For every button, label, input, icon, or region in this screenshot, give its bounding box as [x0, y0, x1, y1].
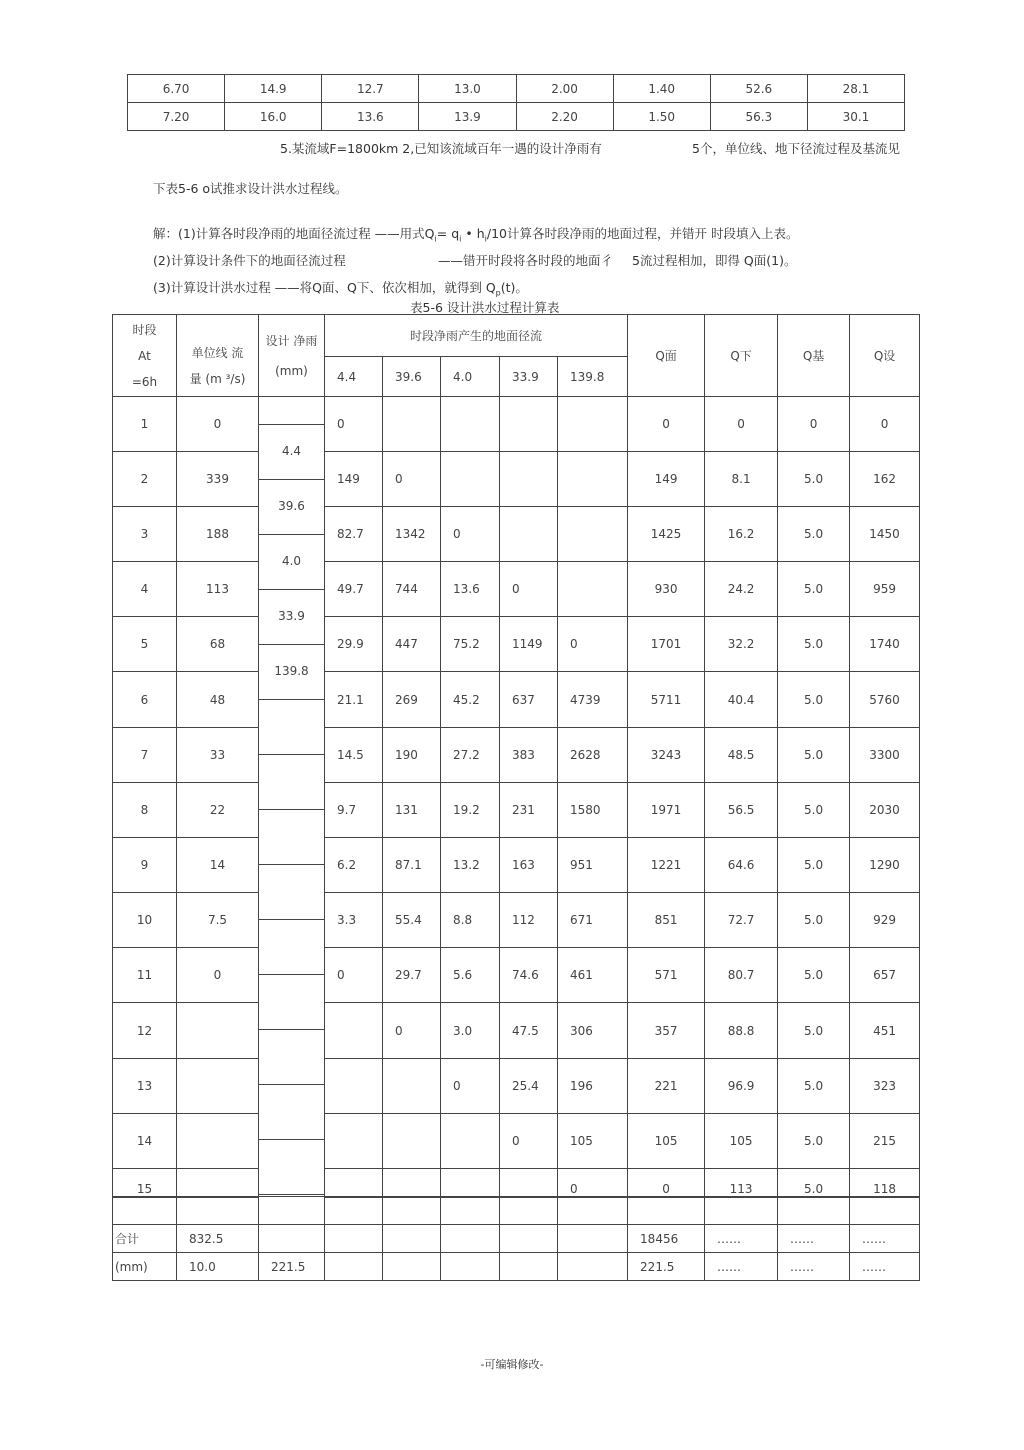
- blank-cell: [441, 1197, 500, 1225]
- runoff-cell: 269: [383, 672, 441, 728]
- blank-cell: [325, 1197, 383, 1225]
- design-rain-value: 39.6: [278, 499, 305, 513]
- unit-flow-cell: 14: [177, 838, 259, 893]
- blank-cell: [705, 1197, 778, 1225]
- q-under-cell: 72.7: [705, 893, 778, 948]
- runoff-cell: [325, 1169, 383, 1197]
- design-rain-column: [259, 397, 325, 1197]
- runoff-cell: [325, 1059, 383, 1114]
- unit-flow-cell: 7.5: [177, 893, 259, 948]
- design-rain-value: 4.0: [281, 554, 302, 568]
- period-cell: 6: [113, 672, 177, 728]
- table-cell: 56.3: [710, 103, 807, 131]
- q-surface-cell: 1971: [628, 783, 705, 838]
- table-row: [113, 1003, 920, 1059]
- period-cell: 7: [113, 728, 177, 783]
- table-cell: 2.00: [516, 75, 613, 103]
- q-design-cell: 5760: [850, 672, 920, 728]
- runoff-cell: 6.2: [325, 838, 383, 893]
- totals-runoff: [500, 1225, 558, 1253]
- table-cell: 13.0: [419, 75, 516, 103]
- solution-step-2c: 5流过程相加，即得 Q面(1)。: [632, 253, 797, 268]
- period-cell: 10: [113, 893, 177, 948]
- totals-design-rain: 221.5: [259, 1253, 325, 1281]
- blank-cell: [778, 1197, 850, 1225]
- q-design-cell: 0: [850, 397, 920, 452]
- q-base-cell: 5.0: [778, 1114, 850, 1169]
- totals-q-surface: 221.5: [628, 1253, 705, 1281]
- runoff-cell: 3.3: [325, 893, 383, 948]
- runoff-cell: 74.6: [500, 948, 558, 1003]
- runoff-cell: 14.5: [325, 728, 383, 783]
- q-under-cell: 88.8: [705, 1003, 778, 1059]
- q-surface-cell: 930: [628, 562, 705, 617]
- header-design-rain: 设计 净雨 (mm): [259, 315, 325, 397]
- q-design-cell: 1740: [850, 617, 920, 672]
- q-surface-cell: 1701: [628, 617, 705, 672]
- runoff-cell: 0: [500, 562, 558, 617]
- totals-dots: ……: [778, 1225, 850, 1253]
- blank-cell: [558, 1197, 628, 1225]
- totals-dots: ……: [850, 1253, 920, 1281]
- runoff-cell: 196: [558, 1059, 628, 1114]
- header-runoff-col: 4.4: [325, 357, 383, 397]
- table-row: [113, 672, 920, 728]
- solution-step-2b: ——错开时段将各时段的地面彳: [438, 253, 614, 268]
- runoff-cell: [383, 1059, 441, 1114]
- totals-label: 合计: [113, 1225, 177, 1253]
- runoff-cell: 3.0: [441, 1003, 500, 1059]
- solution-step-3: (3)计算设计洪水过程 ——将Q面、Q下、依次相加，就得到 $Q_p(t)$。: [153, 280, 528, 298]
- table-cell: 16.0: [225, 103, 322, 131]
- totals-dots: ……: [850, 1225, 920, 1253]
- totals-runoff: [325, 1225, 383, 1253]
- header-period: 时段 At =6h: [113, 315, 177, 397]
- q-surface-cell: 0: [628, 1169, 705, 1197]
- runoff-cell: 0: [383, 1003, 441, 1059]
- q-base-cell: 5.0: [778, 672, 850, 728]
- runoff-cell: 13.6: [441, 562, 500, 617]
- q-base-cell: 5.0: [778, 562, 850, 617]
- header-q-design: Q设: [850, 315, 920, 397]
- runoff-cell: [558, 397, 628, 452]
- totals-row: [113, 1225, 920, 1253]
- runoff-cell: 0: [500, 1114, 558, 1169]
- q-surface-cell: 357: [628, 1003, 705, 1059]
- q-surface-cell: 5711: [628, 672, 705, 728]
- footer-note: -可编辑修改-: [480, 1358, 544, 1371]
- table-row: [128, 75, 905, 103]
- q-design-cell: 3300: [850, 728, 920, 783]
- unit-flow-cell: 339: [177, 452, 259, 507]
- totals-runoff: [383, 1253, 441, 1281]
- runoff-cell: [383, 1169, 441, 1197]
- table-cell: 7.20: [128, 103, 225, 131]
- unit-flow-cell: [177, 1114, 259, 1169]
- runoff-cell: 744: [383, 562, 441, 617]
- runoff-cell: [383, 1114, 441, 1169]
- totals-runoff: [558, 1225, 628, 1253]
- table-row: [113, 562, 920, 617]
- runoff-cell: 49.7: [325, 562, 383, 617]
- totals-label: (mm): [113, 1253, 177, 1281]
- q-design-cell: 215: [850, 1114, 920, 1169]
- period-cell: 14: [113, 1114, 177, 1169]
- runoff-cell: 0: [441, 1059, 500, 1114]
- unit-flow-cell: 0: [177, 397, 259, 452]
- runoff-cell: [441, 1169, 500, 1197]
- q-design-cell: 162: [850, 452, 920, 507]
- header-runoff-col: 33.9: [500, 357, 558, 397]
- design-flood-table: [112, 314, 920, 1281]
- runoff-cell: 1149: [500, 617, 558, 672]
- q-surface-cell: 571: [628, 948, 705, 1003]
- header-runoff-col: 4.0: [441, 357, 500, 397]
- q-under-cell: 8.1: [705, 452, 778, 507]
- unit-flow-cell: 0: [177, 948, 259, 1003]
- runoff-cell: [500, 452, 558, 507]
- q-design-cell: 959: [850, 562, 920, 617]
- runoff-cell: 27.2: [441, 728, 500, 783]
- table-cell: 30.1: [807, 103, 904, 131]
- unit-flow-cell: [177, 1169, 259, 1197]
- header-unit-hydrograph: 单位线 流 量 (m ³/s): [177, 315, 259, 397]
- design-rain-value: 139.8: [274, 664, 309, 678]
- runoff-cell: [325, 1114, 383, 1169]
- unit-flow-cell: 188: [177, 507, 259, 562]
- runoff-cell: 13.2: [441, 838, 500, 893]
- table-cell: 6.70: [128, 75, 225, 103]
- q-surface-cell: 0: [628, 397, 705, 452]
- period-cell: 1: [113, 397, 177, 452]
- runoff-cell: 163: [500, 838, 558, 893]
- table-caption: 表5-6 设计洪水过程计算表: [410, 300, 560, 315]
- runoff-cell: [325, 1003, 383, 1059]
- q-under-cell: 40.4: [705, 672, 778, 728]
- unit-flow-cell: 113: [177, 562, 259, 617]
- totals-design-rain: [259, 1225, 325, 1253]
- totals-runoff: [325, 1253, 383, 1281]
- table-row: [113, 948, 920, 1003]
- period-cell: 8: [113, 783, 177, 838]
- q-under-cell: 48.5: [705, 728, 778, 783]
- blank-cell: [850, 1197, 920, 1225]
- runoff-cell: 0: [441, 507, 500, 562]
- runoff-cell: 105: [558, 1114, 628, 1169]
- header-runoff-col: 39.6: [383, 357, 441, 397]
- runoff-cell: 45.2: [441, 672, 500, 728]
- table-row: [113, 893, 920, 948]
- table-cell: 13.9: [419, 103, 516, 131]
- runoff-cell: [500, 1169, 558, 1197]
- runoff-cell: 25.4: [500, 1059, 558, 1114]
- blank-cell: [113, 1197, 177, 1225]
- runoff-cell: 29.9: [325, 617, 383, 672]
- runoff-cell: [500, 397, 558, 452]
- runoff-cell: [500, 507, 558, 562]
- blank-cell: [628, 1197, 705, 1225]
- design-rain-value: 33.9: [278, 609, 305, 623]
- unit-flow-cell: 48: [177, 672, 259, 728]
- blank-cell: [500, 1197, 558, 1225]
- runoff-cell: 21.1: [325, 672, 383, 728]
- table-cell: 1.50: [613, 103, 710, 131]
- table-row: [113, 617, 920, 672]
- totals-runoff: [441, 1253, 500, 1281]
- q-design-cell: 323: [850, 1059, 920, 1114]
- runoff-cell: [558, 452, 628, 507]
- totals-runoff: [558, 1253, 628, 1281]
- q-surface-cell: 149: [628, 452, 705, 507]
- header-runoff-group: 时段净雨产生的地面径流: [325, 315, 628, 357]
- q-under-cell: 113: [705, 1169, 778, 1197]
- q-design-cell: 2030: [850, 783, 920, 838]
- unit-flow-cell: 33: [177, 728, 259, 783]
- totals-dots: ……: [705, 1225, 778, 1253]
- q-surface-cell: 851: [628, 893, 705, 948]
- runoff-cell: 55.4: [383, 893, 441, 948]
- q-under-cell: 24.2: [705, 562, 778, 617]
- runoff-cell: 306: [558, 1003, 628, 1059]
- table-row: [113, 1059, 920, 1114]
- runoff-cell: 1580: [558, 783, 628, 838]
- unit-flow-cell: [177, 1003, 259, 1059]
- table-row: [113, 397, 920, 452]
- runoff-cell: 8.8: [441, 893, 500, 948]
- runoff-cell: 19.2: [441, 783, 500, 838]
- runoff-cell: [441, 452, 500, 507]
- q-design-cell: 118: [850, 1169, 920, 1197]
- runoff-cell: 5.6: [441, 948, 500, 1003]
- table-row: [113, 452, 920, 507]
- runoff-cell: [558, 507, 628, 562]
- table-cell: 28.1: [807, 75, 904, 103]
- totals-dots: ……: [705, 1253, 778, 1281]
- q-design-cell: 451: [850, 1003, 920, 1059]
- runoff-cell: 2628: [558, 728, 628, 783]
- runoff-cell: 82.7: [325, 507, 383, 562]
- q-base-cell: 5.0: [778, 838, 850, 893]
- q-design-cell: 929: [850, 893, 920, 948]
- runoff-cell: 75.2: [441, 617, 500, 672]
- q-base-cell: 5.0: [778, 783, 850, 838]
- runoff-cell: 9.7: [325, 783, 383, 838]
- q-under-cell: 0: [705, 397, 778, 452]
- runoff-cell: 47.5: [500, 1003, 558, 1059]
- unit-flow-cell: 68: [177, 617, 259, 672]
- q-under-cell: 64.6: [705, 838, 778, 893]
- totals-q-surface: 18456: [628, 1225, 705, 1253]
- table-cell: 1.40: [613, 75, 710, 103]
- totals-unit-flow: 10.0: [177, 1253, 259, 1281]
- q-base-cell: 5.0: [778, 617, 850, 672]
- header-runoff-col: 139.8: [558, 357, 628, 397]
- q-base-cell: 5.0: [778, 1059, 850, 1114]
- q-surface-cell: 3243: [628, 728, 705, 783]
- problem-text-2: 下表5-6 o试推求设计洪水过程线。: [153, 181, 348, 196]
- period-cell: 9: [113, 838, 177, 893]
- runoff-cell: 0: [558, 617, 628, 672]
- header-q-under: Q下: [705, 315, 778, 397]
- table-row: [128, 103, 905, 131]
- solution-step-2a: (2)计算设计条件下的地面径流过程: [153, 253, 346, 268]
- q-base-cell: 5.0: [778, 1003, 850, 1059]
- header-q-base: Q基: [778, 315, 850, 397]
- design-rain-value: 4.4: [281, 444, 302, 458]
- runoff-cell: 0: [325, 397, 383, 452]
- runoff-cell: 0: [383, 452, 441, 507]
- q-under-cell: 16.2: [705, 507, 778, 562]
- q-under-cell: 96.9: [705, 1059, 778, 1114]
- runoff-cell: 0: [325, 948, 383, 1003]
- totals-runoff: [441, 1225, 500, 1253]
- q-base-cell: 5.0: [778, 507, 850, 562]
- period-cell: 12: [113, 1003, 177, 1059]
- runoff-cell: 87.1: [383, 838, 441, 893]
- table-cell: 14.9: [225, 75, 322, 103]
- table-row: [113, 507, 920, 562]
- runoff-cell: 671: [558, 893, 628, 948]
- totals-runoff: [500, 1253, 558, 1281]
- table-row: [113, 728, 920, 783]
- period-cell: 5: [113, 617, 177, 672]
- q-base-cell: 5.0: [778, 893, 850, 948]
- header-q-surface: Q面: [628, 315, 705, 397]
- period-cell: 2: [113, 452, 177, 507]
- table-row: [113, 1169, 920, 1197]
- runoff-cell: 637: [500, 672, 558, 728]
- period-cell: 15: [113, 1169, 177, 1197]
- q-under-cell: 105: [705, 1114, 778, 1169]
- runoff-cell: 951: [558, 838, 628, 893]
- table-cell: 12.7: [322, 75, 419, 103]
- unit-flow-cell: 22: [177, 783, 259, 838]
- table-row: [113, 1114, 920, 1169]
- blank-cell: [177, 1197, 259, 1225]
- q-under-cell: 80.7: [705, 948, 778, 1003]
- problem-text-1b: 5个，单位线、地下径流过程及基流见: [692, 141, 900, 156]
- q-design-cell: 1450: [850, 507, 920, 562]
- q-base-cell: 5.0: [778, 452, 850, 507]
- table-row: [113, 783, 920, 838]
- runoff-cell: 112: [500, 893, 558, 948]
- solution-step-1: 解：(1)计算各时段净雨的地面径流过程 ——用式$Q_i= q_i$ • $h_i/10$计算各时段净雨的地面过程，并错开 时段填入上表。: [153, 226, 799, 244]
- table-row: [113, 838, 920, 893]
- runoff-cell: 4739: [558, 672, 628, 728]
- unit-flow-cell: [177, 1059, 259, 1114]
- runoff-cell: [383, 397, 441, 452]
- period-cell: 11: [113, 948, 177, 1003]
- q-base-cell: 5.0: [778, 948, 850, 1003]
- q-under-cell: 56.5: [705, 783, 778, 838]
- runoff-cell: 231: [500, 783, 558, 838]
- runoff-cell: 190: [383, 728, 441, 783]
- runoff-cell: [441, 1114, 500, 1169]
- blank-cell: [383, 1197, 441, 1225]
- runoff-cell: 131: [383, 783, 441, 838]
- previous-table: [127, 74, 905, 131]
- q-design-cell: 657: [850, 948, 920, 1003]
- runoff-cell: 1342: [383, 507, 441, 562]
- table-cell: 52.6: [710, 75, 807, 103]
- q-base-cell: 5.0: [778, 728, 850, 783]
- runoff-cell: [558, 562, 628, 617]
- q-surface-cell: 1221: [628, 838, 705, 893]
- q-surface-cell: 221: [628, 1059, 705, 1114]
- period-cell: 4: [113, 562, 177, 617]
- period-cell: 3: [113, 507, 177, 562]
- period-cell: 13: [113, 1059, 177, 1114]
- q-design-cell: 1290: [850, 838, 920, 893]
- runoff-cell: 149: [325, 452, 383, 507]
- blank-cell: [259, 1197, 325, 1225]
- table-cell: 13.6: [322, 103, 419, 131]
- runoff-cell: 461: [558, 948, 628, 1003]
- problem-text-1: 5.某流域F=1800km 2,已知该流域百年一遇的设计净雨有: [280, 141, 602, 156]
- q-under-cell: 32.2: [705, 617, 778, 672]
- runoff-cell: 447: [383, 617, 441, 672]
- totals-runoff: [383, 1225, 441, 1253]
- runoff-cell: [441, 397, 500, 452]
- totals-unit-flow: 832.5: [177, 1225, 259, 1253]
- totals-mm-row: [113, 1253, 920, 1281]
- runoff-cell: 29.7: [383, 948, 441, 1003]
- q-surface-cell: 105: [628, 1114, 705, 1169]
- q-base-cell: 0: [778, 397, 850, 452]
- blank-row: [113, 1197, 920, 1225]
- q-surface-cell: 1425: [628, 507, 705, 562]
- q-base-cell: 5.0: [778, 1169, 850, 1197]
- runoff-cell: 383: [500, 728, 558, 783]
- table-cell: 2.20: [516, 103, 613, 131]
- totals-dots: ……: [778, 1253, 850, 1281]
- runoff-cell: 0: [558, 1169, 628, 1197]
